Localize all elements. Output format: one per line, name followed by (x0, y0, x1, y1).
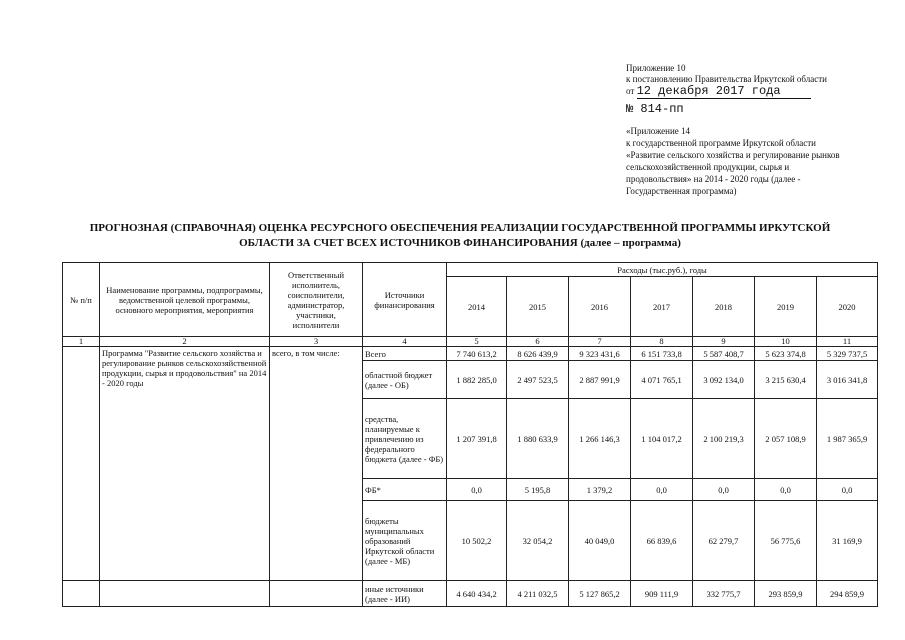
prev-line-1: к государственной программе Иркутской области (626, 138, 817, 148)
value-cell: 40 049,0 (569, 501, 631, 581)
value-cell: 4 640 434,2 (447, 581, 507, 607)
document-title-line-2: ОБЛАСТИ ЗА СЧЕТ ВСЕХ ИСТОЧНИКОВ ФИНАНСИРОВАНИЯ (далее – программа) (239, 237, 681, 249)
value-cell: 56 775,6 (755, 501, 817, 581)
appendix-number: Приложение 10 (626, 63, 686, 73)
prev-line-5: Государственная программа) (626, 186, 737, 196)
value-cell: 62 279,7 (693, 501, 755, 581)
value-cell: 3 092 134,0 (693, 361, 755, 399)
responsible-cell (270, 581, 363, 607)
value-cell: 31 169,9 (817, 501, 878, 581)
col-number: 11 (817, 337, 878, 347)
value-cell: 2 100 219,3 (693, 399, 755, 479)
col-number: 10 (755, 337, 817, 347)
value-cell: 7 740 613,2 (447, 347, 507, 361)
value-cell: 9 323 431,6 (569, 347, 631, 361)
year-2015: 2015 (507, 277, 569, 337)
source-federal-budget-star: ФБ* (363, 479, 447, 501)
value-cell: 1 880 633,9 (507, 399, 569, 479)
value-cell: 8 626 439,9 (507, 347, 569, 361)
value-cell: 5 587 408,7 (693, 347, 755, 361)
resource-table (62, 262, 878, 607)
source-municipal-budgets: бюджеты муниципальных образований Иркутской области (далее - МБ) (363, 501, 447, 581)
responsible: всего, в том числе: (270, 347, 363, 581)
value-cell: 0,0 (631, 479, 693, 501)
col-number: 5 (447, 337, 507, 347)
year-2014: 2014 (447, 277, 507, 337)
value-cell: 0,0 (755, 479, 817, 501)
header-col-source: Источники финансирования (363, 263, 447, 337)
decree-date: 12 декабря 2017 года (637, 84, 811, 99)
year-2019: 2019 (755, 277, 817, 337)
value-cell: 0,0 (447, 479, 507, 501)
value-cell: 32 054,2 (507, 501, 569, 581)
program-name: Программа "Развитие сельского хозяйства и регулирование рынков сельскохозяйственной продукции, сырья и продовольствия" на 2014 - 2020 годы (100, 347, 270, 581)
col-number: 8 (631, 337, 693, 347)
value-cell: 1 104 017,2 (631, 399, 693, 479)
header-col-responsible: Ответственный исполнитель, соисполнители, администратор, участники, исполнители (270, 263, 363, 337)
value-cell: 66 839,6 (631, 501, 693, 581)
col-number: 2 (100, 337, 270, 347)
col-number: 6 (507, 337, 569, 347)
col-number: 3 (270, 337, 363, 347)
prev-line-2: «Развитие сельского хозяйства и регулирование рынков (626, 150, 840, 160)
value-cell: 293 859,9 (755, 581, 817, 607)
value-cell: 10 502,2 (447, 501, 507, 581)
value-cell: 3 016 341,8 (817, 361, 878, 399)
value-cell: 4 071 765,1 (631, 361, 693, 399)
value-cell: 294 859,9 (817, 581, 878, 607)
value-cell: 5 127 865,2 (569, 581, 631, 607)
year-2017: 2017 (631, 277, 693, 337)
value-cell: 1 379,2 (569, 479, 631, 501)
source-regional-budget: областной бюджет (далее - ОБ) (363, 361, 447, 399)
value-cell: 3 215 630,4 (755, 361, 817, 399)
program-name-cell (100, 581, 270, 607)
year-2018: 2018 (693, 277, 755, 337)
source-federal-budget: средства, планируемые к привлечению из федерального бюджета (далее - ФБ) (363, 399, 447, 479)
source-other: иные источники (далее - ИИ) (363, 581, 447, 607)
value-cell: 1 987 365,9 (817, 399, 878, 479)
prev-appendix: «Приложение 14 (626, 126, 691, 136)
header-col-name: Наименование программы, подпрограммы, ведомственной целевой программы, основного мероприятия, мероприятия (100, 263, 270, 337)
year-2020: 2020 (817, 277, 878, 337)
value-cell: 0,0 (693, 479, 755, 501)
value-cell: 332 775,7 (693, 581, 755, 607)
value-cell: 5 195,8 (507, 479, 569, 501)
value-cell: 909 111,9 (631, 581, 693, 607)
year-2016: 2016 (569, 277, 631, 337)
value-cell: 1 882 285,0 (447, 361, 507, 399)
value-cell: 5 329 737,5 (817, 347, 878, 361)
document-title-line-1: ПРОГНОЗНАЯ (СПРАВОЧНАЯ) ОЦЕНКА РЕСУРСНОГО ОБЕСПЕЧЕНИЯ РЕАЛИЗАЦИИ ГОСУДАРСТВЕННОЙ ПРОГРАММЫ ИРКУТСКОЙ (89, 222, 831, 234)
value-cell: 0,0 (817, 479, 878, 501)
decree-date-line (626, 86, 811, 97)
value-cell: 2 887 991,9 (569, 361, 631, 399)
header-col-expenses: Расходы (тыс.руб.), годы (447, 263, 878, 277)
value-cell: 1 207 391,8 (447, 399, 507, 479)
col-number: 9 (693, 337, 755, 347)
header-col-no: № п/п (63, 263, 100, 337)
value-cell: 2 497 523,5 (507, 361, 569, 399)
prev-line-3: сельскохозяйственной продукции, сырья и (626, 162, 790, 172)
value-cell: 1 266 146,3 (569, 399, 631, 479)
date-prefix: от (626, 86, 635, 96)
decree-number: № 814-пп (626, 102, 684, 116)
appendix-to: к постановлению Правительства Иркутской области (626, 74, 827, 84)
value-cell: 2 057 108,9 (755, 399, 817, 479)
value-cell: 6 151 733,8 (631, 347, 693, 361)
prev-line-4: продовольствия» на 2014 - 2020 годы (далее - (626, 174, 801, 184)
value-cell: 4 211 032,5 (507, 581, 569, 607)
row-number-cell (63, 347, 100, 581)
value-cell: 5 623 374,8 (755, 347, 817, 361)
col-number: 1 (63, 337, 100, 347)
source-total: Всего (363, 347, 447, 361)
col-number: 4 (363, 337, 447, 347)
col-number: 7 (569, 337, 631, 347)
row-number-cell (63, 581, 100, 607)
